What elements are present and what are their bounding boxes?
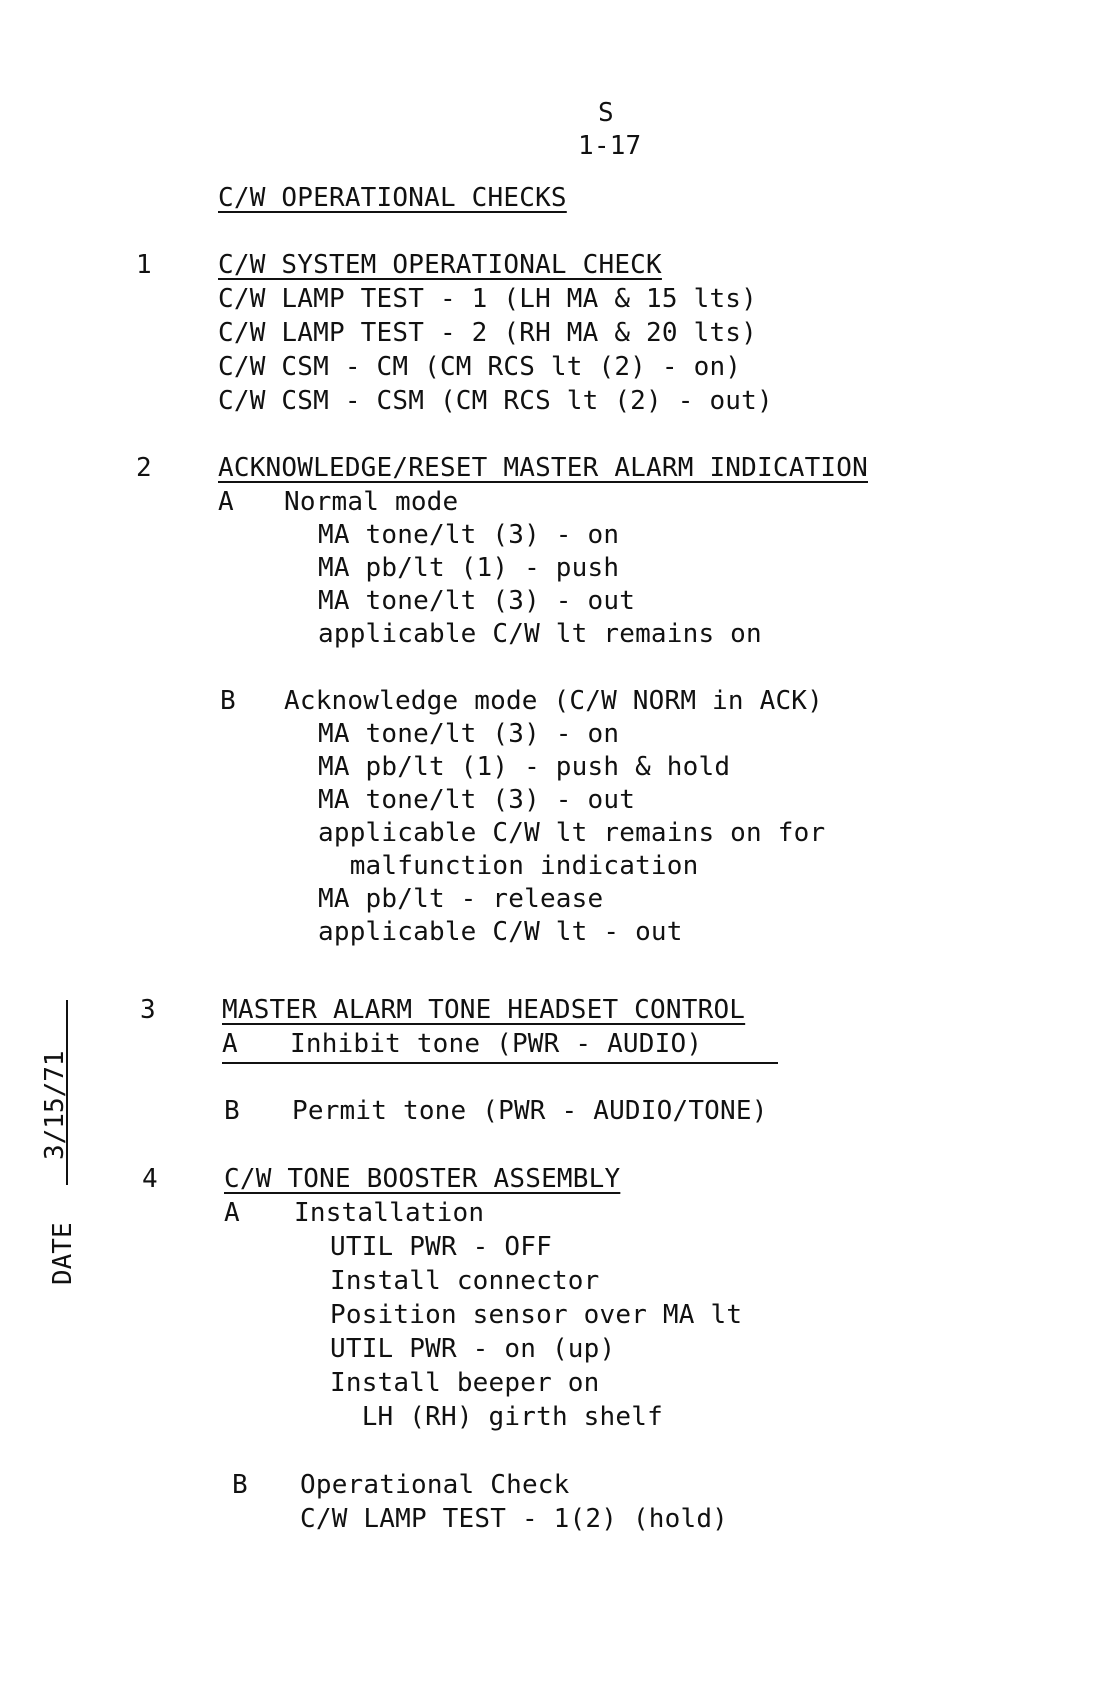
substep-line: UTIL PWR - on (up) [330,1334,616,1364]
substep-letter: B [224,1096,240,1126]
substep-line: MA pb/lt (1) - push [318,553,620,583]
substep-line: MA pb/lt (1) - push & hold [318,752,731,782]
substep-title: Operational Check [300,1470,570,1500]
step-number: 4 [142,1164,158,1194]
substep-line: applicable C/W lt remains on [318,619,762,649]
section-letter: S [598,98,614,128]
step-line: C/W CSM - CSM (CM RCS lt (2) - out) [218,386,773,416]
step-heading: MASTER ALARM TONE HEADSET CONTROL [222,995,746,1025]
substep-title: Inhibit tone (PWR - AUDIO) [290,1029,703,1059]
step-number: 2 [136,453,152,483]
substep-line: MA tone/lt (3) - on [318,520,620,550]
page-number: 1-17 [578,131,642,161]
step-line: C/W LAMP TEST - 1 (LH MA & 15 lts) [218,284,758,314]
substep-title: Normal mode [284,487,459,517]
substep-line: LH (RH) girth shelf [330,1402,663,1432]
substep-line: applicable C/W lt remains on for [318,818,826,848]
substep-line: UTIL PWR - OFF [330,1232,552,1262]
date-label: DATE [48,1222,78,1285]
step-line: C/W CSM - CM (CM RCS lt (2) - on) [218,352,742,382]
substep-line: Position sensor over MA lt [330,1300,743,1330]
substep-letter: A [224,1198,240,1228]
step-number: 1 [136,250,152,280]
step-heading: C/W SYSTEM OPERATIONAL CHECK [218,250,662,280]
step-number: 3 [140,995,156,1025]
date-value: 3/15/71 [40,1050,70,1160]
step-heading: ACKNOWLEDGE/RESET MASTER ALARM INDICATION [218,453,868,483]
substep-line: MA tone/lt (3) - on [318,719,620,749]
substep-title: Permit tone (PWR - AUDIO/TONE) [292,1096,768,1126]
substep-line: MA tone/lt (3) - out [318,785,636,815]
substep-line: C/W LAMP TEST - 1(2) (hold) [300,1504,729,1534]
substep-title: Acknowledge mode (C/W NORM in ACK) [284,686,824,716]
substep-line: Install connector [330,1266,600,1296]
step-line: C/W LAMP TEST - 2 (RH MA & 20 lts) [218,318,758,348]
page-title: C/W OPERATIONAL CHECKS [218,183,567,213]
substep-letter: A [218,487,234,517]
step-heading: C/W TONE BOOSTER ASSEMBLY [224,1164,621,1194]
substep-letter: B [232,1470,248,1500]
substep-line: MA pb/lt - release [318,884,604,914]
substep-line: MA tone/lt (3) - out [318,586,636,616]
substep-line: malfunction indication [318,851,699,881]
underline-rule [222,1062,778,1064]
substep-line: applicable C/W lt - out [318,917,683,947]
substep-letter: B [220,686,236,716]
substep-letter: A [222,1029,238,1059]
substep-line: Install beeper on [330,1368,600,1398]
substep-title: Installation [294,1198,485,1228]
